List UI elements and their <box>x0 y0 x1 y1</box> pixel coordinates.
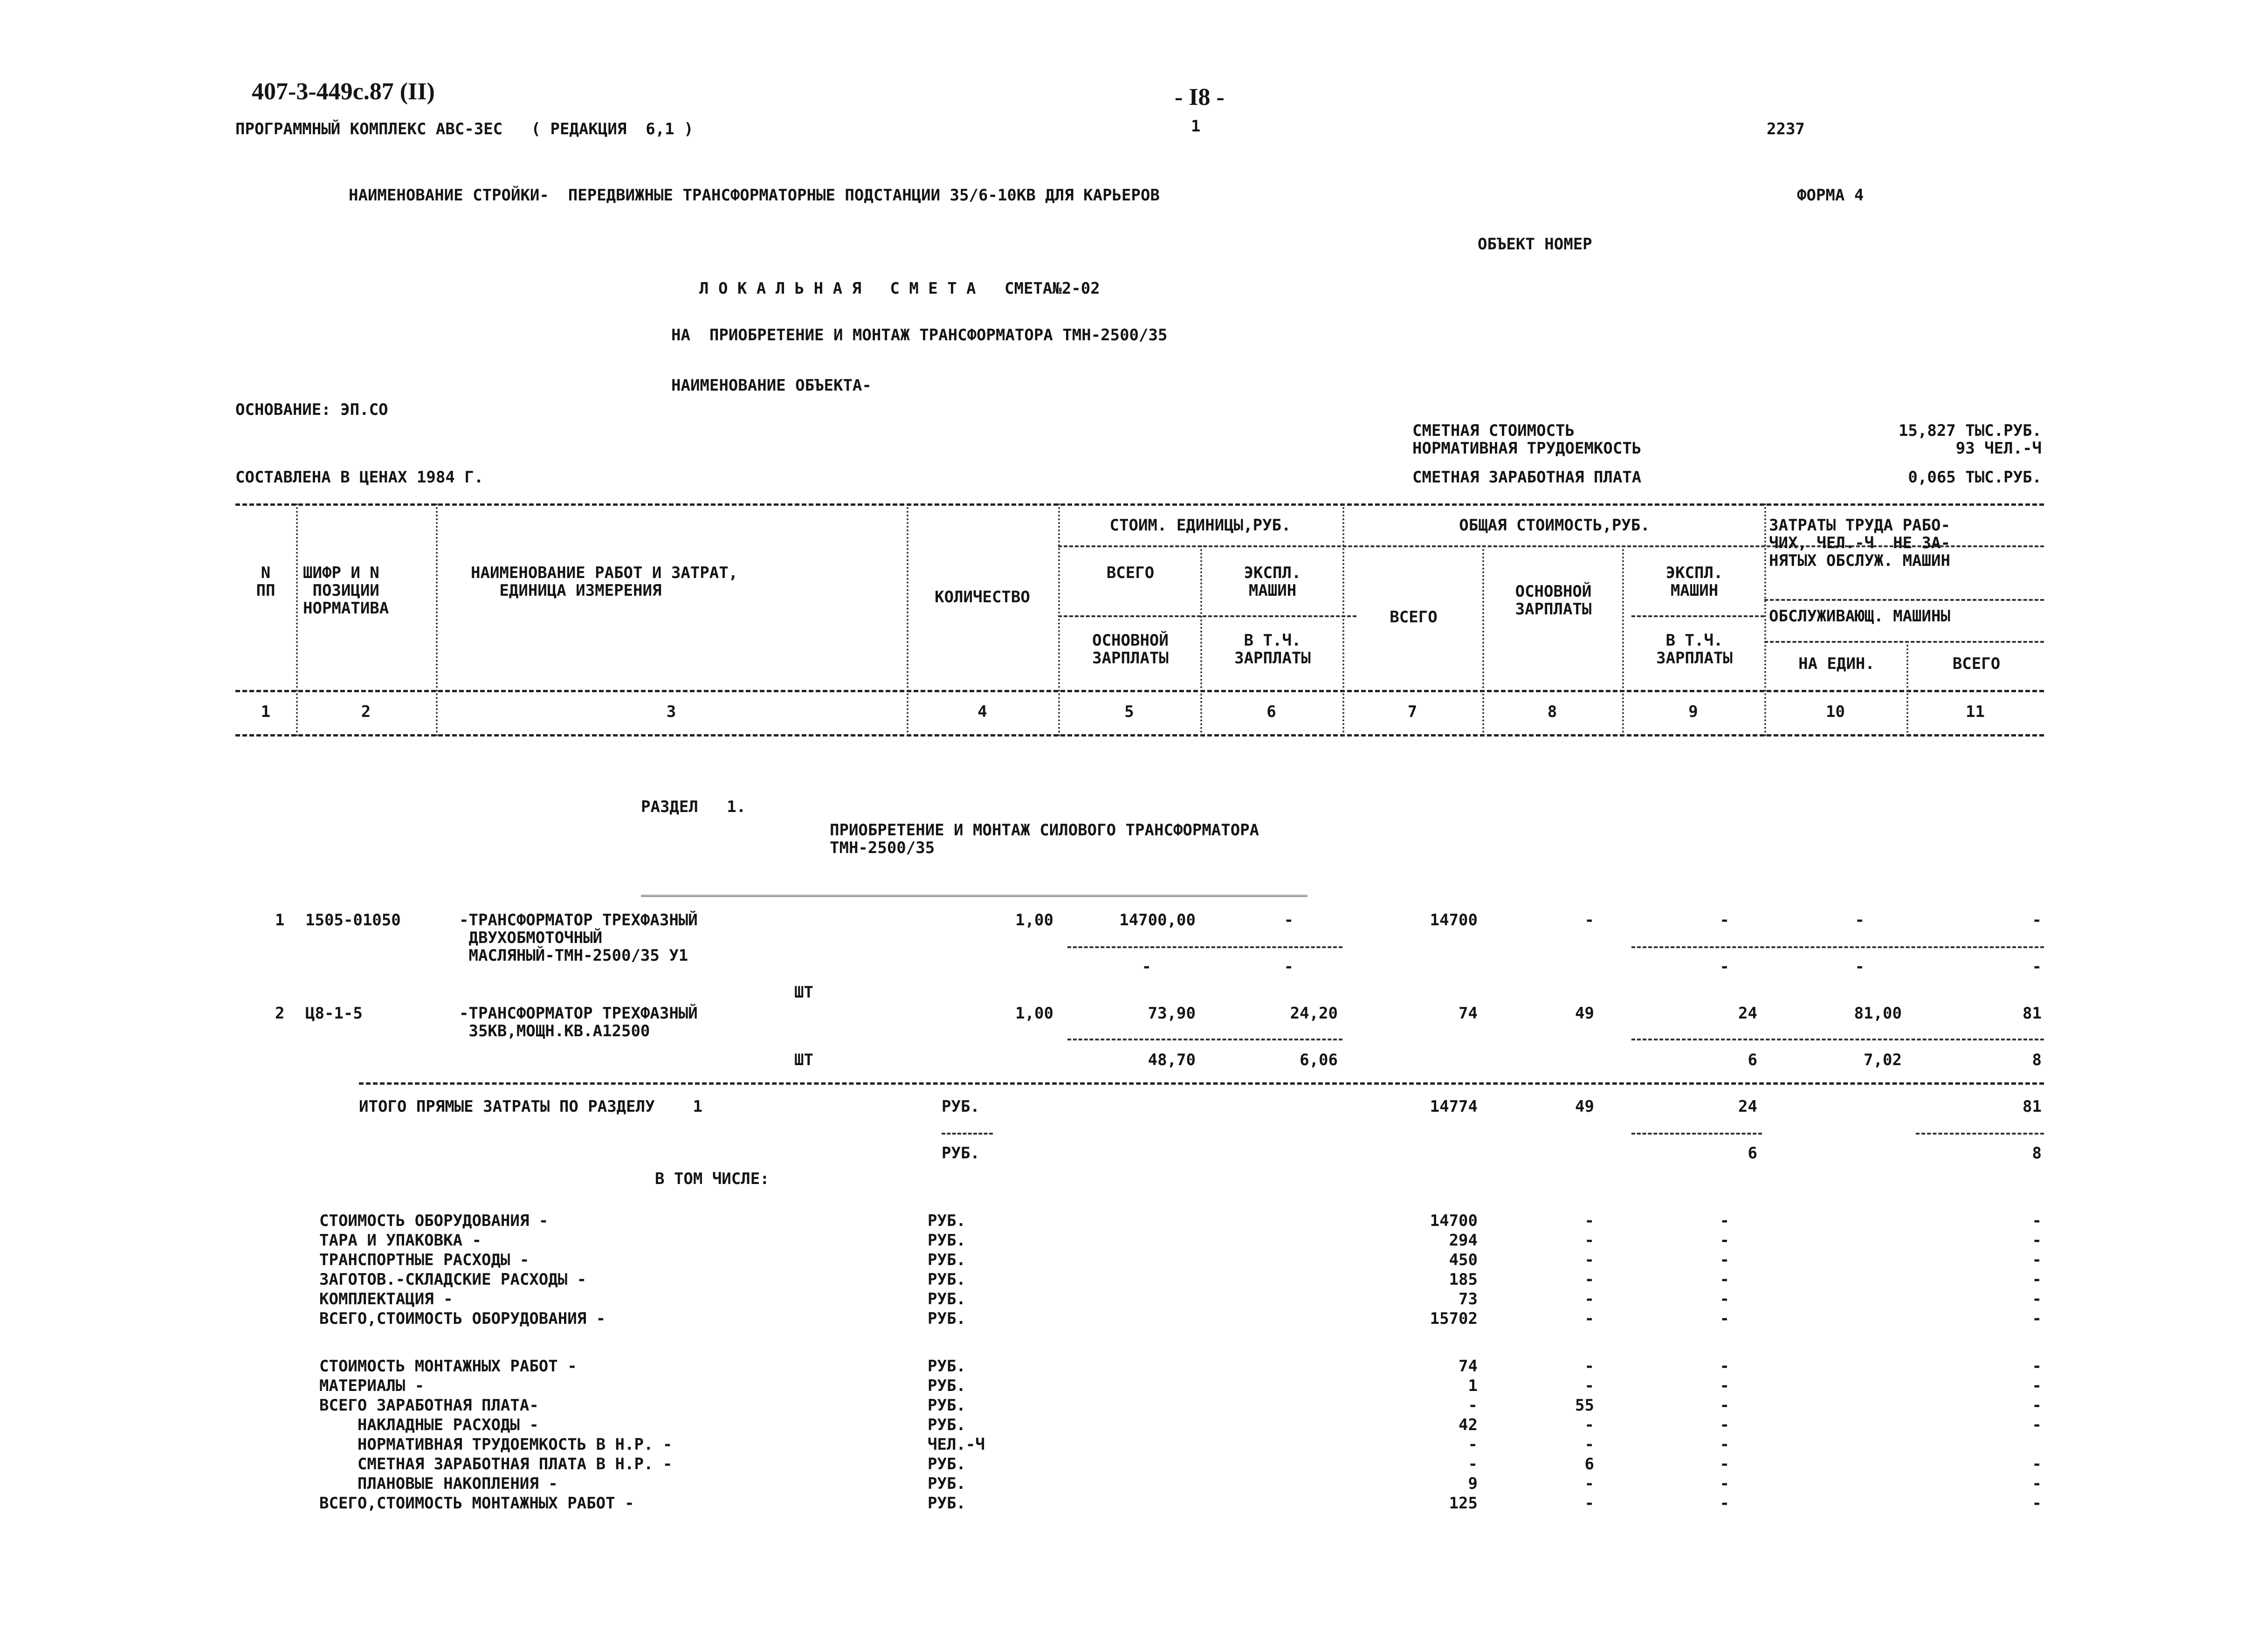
detail-labor: - <box>2032 1474 2042 1493</box>
detail-machines: - <box>1720 1396 1729 1415</box>
detail-total: 1 <box>1468 1377 1478 1395</box>
header-unit-price-group: СТОИМ. ЕДИНИЦЫ,РУБ. <box>1109 516 1291 535</box>
row-labor-total-2: - <box>2032 957 2042 976</box>
detail-unit: РУБ. <box>928 1416 966 1434</box>
total-unit-rule <box>942 1133 993 1135</box>
total-cost: 14774 <box>1430 1097 1478 1116</box>
document-code: 407-3-449с.87 (II) <box>252 78 435 105</box>
detail-machines: - <box>1720 1494 1729 1513</box>
col-number-6: 6 <box>1266 702 1276 721</box>
page-number: - I8 - <box>1175 84 1225 110</box>
total-split-rule-right <box>1916 1133 2044 1135</box>
detail-machines: - <box>1720 1211 1729 1230</box>
col-sep-4 <box>1058 503 1060 737</box>
osnovanie: ОСНОВАНИЕ: ЭП.СО <box>235 400 388 419</box>
machines-split-rule <box>1631 615 1764 617</box>
column-numbers-rule <box>235 734 2044 737</box>
detail-unit: РУБ. <box>928 1474 966 1493</box>
row-number: 2 <box>275 1004 285 1023</box>
page-sub-number: 1 <box>1191 117 1201 136</box>
col-number-1: 1 <box>261 702 271 721</box>
col-number-11: 11 <box>1966 702 1985 721</box>
header-quantity: КОЛИЧЕСТВО <box>935 588 1030 606</box>
detail-unit: РУБ. <box>928 1211 966 1230</box>
row-labor-unit: 81,00 <box>1854 1004 1902 1023</box>
header-per-unit: НА ЕДИН. <box>1798 654 1875 673</box>
total-rule <box>359 1082 2044 1085</box>
col-number-7: 7 <box>1407 702 1418 721</box>
detail-label: МАТЕРИАЛЫ - <box>319 1377 425 1395</box>
header-bottom-rule <box>235 690 2044 692</box>
detail-total: 185 <box>1449 1270 1478 1289</box>
detail-wage: - <box>1584 1290 1594 1308</box>
total-unit: РУБ. <box>942 1097 980 1116</box>
detail-total: 450 <box>1449 1251 1478 1269</box>
row-labor-unit: - <box>1855 911 1865 929</box>
col-number-4: 4 <box>977 702 987 721</box>
header-machine-wage: В Т.Ч. ЗАРПЛАТЫ <box>1656 631 1733 668</box>
col-number-5: 5 <box>1124 702 1134 721</box>
header-unit-wage: ОСНОВНОЙ ЗАРПЛАТЫ <box>1092 631 1169 668</box>
col-number-10: 10 <box>1826 702 1845 721</box>
row-labor-total-2: 8 <box>2032 1051 2042 1069</box>
detail-labor: - <box>2032 1377 2042 1395</box>
detail-unit: РУБ. <box>928 1357 966 1376</box>
header-unit-total: ВСЕГО <box>1106 564 1155 582</box>
detail-total: 9 <box>1468 1474 1478 1493</box>
labor-split-rule-2 <box>1764 641 2044 643</box>
col-number-3: 3 <box>666 702 676 721</box>
summary-value-labor: 93 ЧЕЛ.-Ч <box>1955 439 2042 458</box>
detail-label: ТРАНСПОРТНЫЕ РАСХОДЫ - <box>319 1251 530 1269</box>
row-unit-machines: - <box>1284 911 1294 929</box>
detail-wage: - <box>1584 1377 1594 1395</box>
detail-label: СМЕТНАЯ ЗАРАБОТНАЯ ПЛАТА В Н.Р. - <box>319 1455 673 1473</box>
detail-unit: РУБ. <box>928 1494 966 1513</box>
header-wage: ОСНОВНОЙ ЗАРПЛАТЫ <box>1515 582 1592 619</box>
sostavlena: СОСТАВЛЕНА В ЦЕНАХ 1984 Г. <box>235 468 484 487</box>
row-split-rule-right <box>1631 1039 2044 1040</box>
detail-total: - <box>1468 1435 1478 1454</box>
row-number: 1 <box>275 911 285 929</box>
detail-machines: - <box>1720 1455 1729 1473</box>
detail-labor: - <box>2032 1416 2042 1434</box>
row-unit-machine-wage: - <box>1284 957 1294 976</box>
detail-wage: - <box>1584 1435 1594 1454</box>
sheet-number: 2237 <box>1767 120 1805 138</box>
detail-label: ТАРА И УПАКОВКА - <box>319 1231 482 1250</box>
detail-machines: - <box>1720 1357 1729 1376</box>
detail-wage: - <box>1584 1251 1594 1269</box>
object-name: НАИМЕНОВАНИЕ ОБЪЕКТА- <box>671 376 872 395</box>
total-machines: 24 <box>1738 1097 1757 1116</box>
detail-total: - <box>1468 1455 1478 1473</box>
row-machine-wage: 6 <box>1748 1051 1757 1069</box>
row-unit-wage: - <box>1142 957 1151 976</box>
row-labor-unit-2: 7,02 <box>1864 1051 1902 1069</box>
detail-labor: - <box>2032 1309 2042 1328</box>
summary-value-wage: 0,065 ТЫС.РУБ. <box>1908 468 2042 487</box>
detail-labor: - <box>2032 1231 2042 1250</box>
row-unit-machines: 24,20 <box>1290 1004 1338 1023</box>
row-machines: 24 <box>1738 1004 1757 1023</box>
header-code: ШИФР И N ПОЗИЦИИ НОРМАТИВА <box>303 564 389 618</box>
detail-wage: - <box>1584 1357 1594 1376</box>
detail-unit: РУБ. <box>928 1309 966 1328</box>
total-wage: 49 <box>1575 1097 1594 1116</box>
row-machine-wage: - <box>1720 957 1729 976</box>
col-number-8: 8 <box>1547 702 1557 721</box>
header-name: НАИМЕНОВАНИЕ РАБОТ И ЗАТРАТ, ЕДИНИЦА ИЗМЕРЕНИЯ <box>471 564 738 600</box>
row-wage: - <box>1584 911 1594 929</box>
summary-label-cost: СМЕТНАЯ СТОИМОСТЬ <box>1412 421 1575 440</box>
col-sep-6 <box>1342 503 1344 737</box>
detail-labor: - <box>2032 1357 2042 1376</box>
form-number: ФОРМА 4 <box>1797 186 1864 205</box>
detail-wage: 6 <box>1584 1455 1594 1473</box>
detail-unit: РУБ. <box>928 1377 966 1395</box>
smeta-title: Л О К А Л Ь Н А Я С М Е Т А СМЕТА№2-02 <box>699 279 1100 298</box>
header-labor-total: ВСЕГО <box>1952 654 2001 673</box>
row-name: -ТРАНСФОРМАТОР ТРЕХФАЗНЫЙ ДВУХОБМОТОЧНЫЙ МАСЛЯНЫЙ-ТМН-2500/35 У1 <box>459 911 698 965</box>
row-labor-unit-2: - <box>1855 957 1865 976</box>
labor-split-rule <box>1764 599 2044 601</box>
detail-total: 294 <box>1449 1231 1478 1250</box>
col-sep-2 <box>436 503 438 737</box>
header-top-rule <box>235 503 2044 506</box>
summary-label-wage: СМЕТНАЯ ЗАРАБОТНАЯ ПЛАТА <box>1412 468 1642 487</box>
detail-machines: - <box>1720 1416 1729 1434</box>
detail-machines: - <box>1720 1251 1729 1269</box>
detail-unit: РУБ. <box>928 1290 966 1308</box>
col-sep-10 <box>1906 641 1908 737</box>
row-code: Ц8-1-5 <box>305 1004 363 1023</box>
section-label: РАЗДЕЛ 1. <box>641 798 746 816</box>
summary-value-cost: 15,827 ТЫС.РУБ. <box>1898 421 2042 440</box>
row-total: 14700 <box>1430 911 1478 929</box>
section-underline <box>641 895 1307 897</box>
row-wage: 49 <box>1575 1004 1594 1023</box>
detail-label: КОМПЛЕКТАЦИЯ - <box>319 1290 453 1308</box>
header-total: ВСЕГО <box>1390 608 1438 626</box>
detail-label: ВСЕГО,СТОИМОСТЬ ОБОРУДОВАНИЯ - <box>319 1309 606 1328</box>
detail-wage: - <box>1584 1474 1594 1493</box>
detail-machines: - <box>1720 1435 1729 1454</box>
row-unit-total: 14700,00 <box>1119 911 1196 929</box>
detail-labor: - <box>2032 1455 2042 1473</box>
detail-unit: РУБ. <box>928 1251 966 1269</box>
row-split-rule <box>1067 1039 1342 1040</box>
total-labor: 81 <box>2023 1097 2042 1116</box>
row-unit-total: 73,90 <box>1148 1004 1196 1023</box>
row-total: 74 <box>1459 1004 1478 1023</box>
detail-wage: - <box>1584 1211 1594 1230</box>
row-unit-wage: 48,70 <box>1148 1051 1196 1069</box>
detail-total: 125 <box>1449 1494 1478 1513</box>
detail-unit: РУБ. <box>928 1231 966 1250</box>
including-heading: В ТОМ ЧИСЛЕ: <box>655 1170 770 1188</box>
detail-wage: - <box>1584 1231 1594 1250</box>
detail-total: 74 <box>1459 1357 1478 1376</box>
detail-machines: - <box>1720 1231 1729 1250</box>
detail-unit: РУБ. <box>928 1396 966 1415</box>
row-labor-total: 81 <box>2023 1004 2042 1023</box>
row-code: 1505-01050 <box>305 911 401 929</box>
row-name: -ТРАНСФОРМАТОР ТРЕХФАЗНЫЙ 35КВ,МОЩН.КВ.А12500 <box>459 1004 698 1040</box>
row-unit: ШТ <box>794 1051 813 1069</box>
row-machines: - <box>1720 911 1729 929</box>
smeta-subtitle: НА ПРИОБРЕТЕНИЕ И МОНТАЖ ТРАНСФОРМАТОРА ТМН-2500/35 <box>671 326 1168 344</box>
col-number-2: 2 <box>361 702 371 721</box>
total-labor-2: 8 <box>2032 1144 2042 1163</box>
col-number-9: 9 <box>1688 702 1698 721</box>
detail-total: 14700 <box>1430 1211 1478 1230</box>
detail-wage: - <box>1584 1270 1594 1289</box>
detail-labor: - <box>2032 1290 2042 1308</box>
detail-labor: - <box>2032 1270 2042 1289</box>
detail-machines: - <box>1720 1309 1729 1328</box>
detail-machines: - <box>1720 1474 1729 1493</box>
header-npp: N ПП <box>256 564 275 600</box>
detail-label: ЗАГОТОВ.-СКЛАДСКИЕ РАСХОДЫ - <box>319 1270 587 1289</box>
detail-label: СТОИМОСТЬ МОНТАЖНЫХ РАБОТ - <box>319 1357 577 1376</box>
total-split-rule <box>1631 1133 1762 1135</box>
detail-label: НОРМАТИВНАЯ ТРУДОЕМКОСТЬ В Н.Р. - <box>319 1435 673 1454</box>
detail-wage: - <box>1584 1494 1594 1513</box>
row-split-rule-right <box>1631 946 2044 948</box>
row-unit-machine-wage: 6,06 <box>1300 1051 1338 1069</box>
program-line: ПРОГРАММНЫЙ КОМПЛЕКС АВС-3ЕС ( РЕДАКЦИЯ 6,1 ) <box>235 120 694 138</box>
detail-machines: - <box>1720 1270 1729 1289</box>
detail-total: 42 <box>1459 1416 1478 1434</box>
row-quantity: 1,00 <box>1015 1004 1053 1023</box>
detail-unit: РУБ. <box>928 1270 966 1289</box>
detail-label: СТОИМОСТЬ ОБОРУДОВАНИЯ - <box>319 1211 549 1230</box>
row-quantity: 1,00 <box>1015 911 1053 929</box>
header-labor-machines: ОБСЛУЖИВАЮЩ. МАШИНЫ <box>1769 607 1950 626</box>
total-label: ИТОГО ПРЯМЫЕ ЗАТРАТЫ ПО РАЗДЕЛУ 1 <box>359 1097 702 1116</box>
detail-machines: - <box>1720 1290 1729 1308</box>
summary-label-labor: НОРМАТИВНАЯ ТРУДОЕМКОСТЬ <box>1412 439 1642 458</box>
detail-wage: 55 <box>1575 1396 1594 1415</box>
detail-machines: - <box>1720 1377 1729 1395</box>
col-sep-1 <box>296 503 298 737</box>
row-unit: ШТ <box>794 983 813 1002</box>
unit-price-split-rule <box>1058 615 1356 617</box>
header-unit-machine-wage: В Т.Ч. ЗАРПЛАТЫ <box>1234 631 1311 668</box>
detail-label: НАКЛАДНЫЕ РАСХОДЫ - <box>319 1416 539 1434</box>
detail-labor: - <box>2032 1211 2042 1230</box>
header-machines: ЭКСПЛ. МАШИН <box>1665 564 1723 600</box>
detail-labor: - <box>2032 1494 2042 1513</box>
stroika-name: НАИМЕНОВАНИЕ СТРОЙКИ- ПЕРЕДВИЖНЫЕ ТРАНСФОРМАТОРНЫЕ ПОДСТАНЦИИ 35/6-10КВ ДЛЯ КАРЬЕРОВ <box>349 186 1160 205</box>
detail-unit: РУБ. <box>928 1455 966 1473</box>
detail-unit: ЧЕЛ.-Ч <box>928 1435 985 1454</box>
row-split-rule <box>1067 946 1342 948</box>
detail-total: 15702 <box>1430 1309 1478 1328</box>
total-unit-2: РУБ. <box>942 1144 980 1163</box>
detail-label: ВСЕГО,СТОИМОСТЬ МОНТАЖНЫХ РАБОТ - <box>319 1494 634 1513</box>
header-unit-machines: ЭКСПЛ. МАШИН <box>1244 564 1301 600</box>
detail-wage: - <box>1584 1416 1594 1434</box>
detail-labor: - <box>2032 1396 2042 1415</box>
total-machine-wage: 6 <box>1748 1144 1757 1163</box>
col-sep-9 <box>1764 503 1766 737</box>
header-total-group: ОБЩАЯ СТОИМОСТЬ,РУБ. <box>1459 516 1650 535</box>
detail-label: ПЛАНОВЫЕ НАКОПЛЕНИЯ - <box>319 1474 558 1493</box>
object-number: ОБЪЕКТ НОМЕР <box>1478 235 1592 254</box>
detail-label: ВСЕГО ЗАРАБОТНАЯ ПЛАТА- <box>319 1396 539 1415</box>
detail-total: - <box>1468 1396 1478 1415</box>
row-labor-total: - <box>2032 911 2042 929</box>
detail-labor: - <box>2032 1251 2042 1269</box>
section-title: ПРИОБРЕТЕНИЕ И МОНТАЖ СИЛОВОГО ТРАНСФОРМАТОРА ТМН-2500/35 <box>830 821 1259 857</box>
col-sep-3 <box>907 503 908 737</box>
detail-total: 73 <box>1459 1290 1478 1308</box>
header-labor-group: ЗАТРАТЫ ТРУДА РАБО- ЧИХ, ЧЕЛ.-Ч НЕ ЗА- НЯТЫХ ОБСЛУЖ. МАШИН <box>1769 516 1950 570</box>
detail-wage: - <box>1584 1309 1594 1328</box>
